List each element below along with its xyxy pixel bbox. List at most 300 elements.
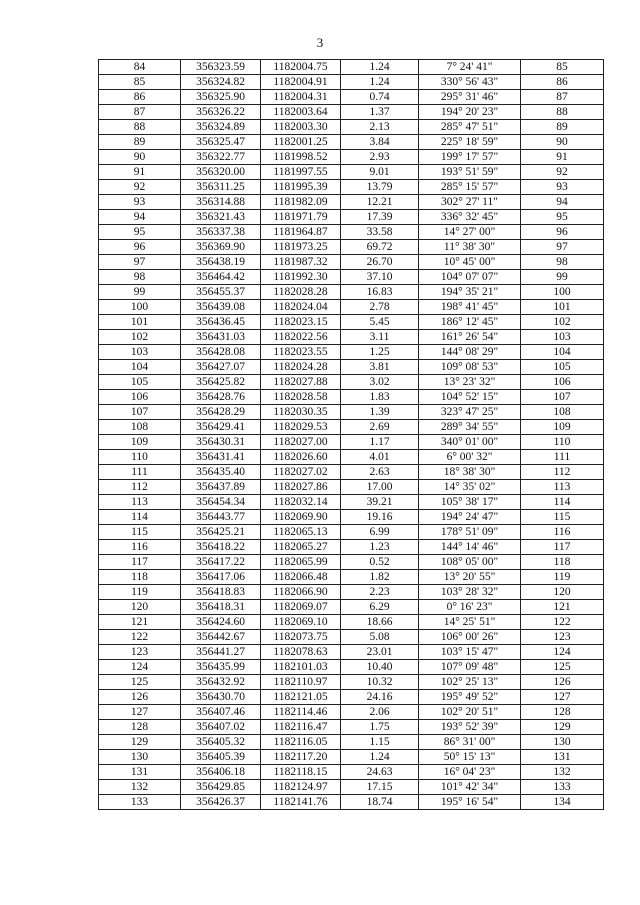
point-number-cell: 105 [99,375,181,390]
distance-cell: 10.40 [341,660,419,675]
bearing-cell: 194° 24' 47" [419,510,521,525]
bearing-cell: 14° 35' 02" [419,480,521,495]
distance-cell: 1.82 [341,570,419,585]
bearing-cell: 186° 12' 45" [419,315,521,330]
page-number: 3 [316,35,324,50]
distance-cell: 1.23 [341,540,419,555]
bearing-cell: 323° 47' 25" [419,405,521,420]
distance-cell: 2.93 [341,150,419,165]
next-point-number-cell: 111 [521,450,604,465]
table-row [99,330,604,345]
distance-cell: 0.74 [341,90,419,105]
next-point-number-cell: 95 [521,210,604,225]
point-number-cell: 97 [99,255,181,270]
bearing-cell: 195° 16' 54" [419,795,521,810]
table-row [99,60,604,75]
x-coordinate-cell: 356454.34 [181,495,261,510]
next-point-number-cell: 91 [521,150,604,165]
point-number-cell: 119 [99,585,181,600]
table-row [99,315,604,330]
distance-cell: 1.17 [341,435,419,450]
point-number-cell: 99 [99,285,181,300]
table-row [99,120,604,135]
y-coordinate-cell: 1182029.53 [261,420,341,435]
point-number-cell: 123 [99,645,181,660]
y-coordinate-cell: 1182118.15 [261,765,341,780]
y-coordinate-cell: 1182116.05 [261,735,341,750]
x-coordinate-cell: 356369.90 [181,240,261,255]
distance-cell: 1.24 [341,75,419,90]
x-coordinate-cell: 356437.89 [181,480,261,495]
y-coordinate-cell: 1182141.76 [261,795,341,810]
x-coordinate-cell: 356431.41 [181,450,261,465]
next-point-number-cell: 120 [521,585,604,600]
distance-cell: 16.83 [341,285,419,300]
table-row [99,285,604,300]
bearing-cell: 105° 38' 17" [419,495,521,510]
bearing-cell: 193° 52' 39" [419,720,521,735]
bearing-cell: 289° 34' 55" [419,420,521,435]
table-row [99,660,604,675]
table-row [99,300,604,315]
next-point-number-cell: 98 [521,255,604,270]
next-point-number-cell: 113 [521,480,604,495]
next-point-number-cell: 118 [521,555,604,570]
next-point-number-cell: 109 [521,420,604,435]
table-row [99,105,604,120]
table-row [99,240,604,255]
bearing-cell: 6° 00' 32" [419,450,521,465]
x-coordinate-cell: 356427.07 [181,360,261,375]
y-coordinate-cell: 1181964.87 [261,225,341,240]
x-coordinate-cell: 356322.77 [181,150,261,165]
y-coordinate-cell: 1182066.90 [261,585,341,600]
y-coordinate-cell: 1182023.55 [261,345,341,360]
y-coordinate-cell: 1182024.28 [261,360,341,375]
distance-cell: 1.37 [341,105,419,120]
distance-cell: 1.75 [341,720,419,735]
distance-cell: 1.25 [341,345,419,360]
bearing-cell: 14° 25' 51" [419,615,521,630]
x-coordinate-cell: 356428.29 [181,405,261,420]
point-number-cell: 128 [99,720,181,735]
point-number-cell: 108 [99,420,181,435]
point-number-cell: 130 [99,750,181,765]
point-number-cell: 103 [99,345,181,360]
table-row [99,675,604,690]
bearing-cell: 144° 14' 46" [419,540,521,555]
point-number-cell: 132 [99,780,181,795]
x-coordinate-cell: 356321.43 [181,210,261,225]
table-row [99,345,604,360]
point-number-cell: 104 [99,360,181,375]
next-point-number-cell: 105 [521,360,604,375]
table-row [99,420,604,435]
x-coordinate-cell: 356436.45 [181,315,261,330]
bearing-cell: 103° 15' 47" [419,645,521,660]
point-number-cell: 95 [99,225,181,240]
bearing-cell: 195° 49' 52" [419,690,521,705]
distance-cell: 17.39 [341,210,419,225]
point-number-cell: 94 [99,210,181,225]
distance-cell: 1.15 [341,735,419,750]
bearing-cell: 50° 15' 13" [419,750,521,765]
bearing-cell: 13° 20' 55" [419,570,521,585]
x-coordinate-cell: 356426.37 [181,795,261,810]
y-coordinate-cell: 1182022.56 [261,330,341,345]
table-row [99,540,604,555]
table-row [99,75,604,90]
next-point-number-cell: 115 [521,510,604,525]
distance-cell: 24.16 [341,690,419,705]
next-point-number-cell: 88 [521,105,604,120]
next-point-number-cell: 119 [521,570,604,585]
table-row [99,750,604,765]
point-number-cell: 91 [99,165,181,180]
y-coordinate-cell: 1182004.31 [261,90,341,105]
table-row [99,180,604,195]
x-coordinate-cell: 356455.37 [181,285,261,300]
distance-cell: 2.23 [341,585,419,600]
bearing-cell: 16° 04' 23" [419,765,521,780]
next-point-number-cell: 122 [521,615,604,630]
next-point-number-cell: 86 [521,75,604,90]
point-number-cell: 110 [99,450,181,465]
y-coordinate-cell: 1182124.97 [261,780,341,795]
bearing-cell: 178° 51' 09" [419,525,521,540]
y-coordinate-cell: 1182101.03 [261,660,341,675]
x-coordinate-cell: 356435.40 [181,465,261,480]
table-row [99,390,604,405]
y-coordinate-cell: 1182003.30 [261,120,341,135]
y-coordinate-cell: 1182024.04 [261,300,341,315]
y-coordinate-cell: 1181997.55 [261,165,341,180]
y-coordinate-cell: 1182110.97 [261,675,341,690]
x-coordinate-cell: 356431.03 [181,330,261,345]
x-coordinate-cell: 356314.88 [181,195,261,210]
distance-cell: 2.63 [341,465,419,480]
table-row [99,705,604,720]
table-row [99,645,604,660]
table-row [99,495,604,510]
bearing-cell: 14° 27' 00" [419,225,521,240]
x-coordinate-cell: 356407.02 [181,720,261,735]
y-coordinate-cell: 1182026.60 [261,450,341,465]
table-row [99,585,604,600]
distance-cell: 18.66 [341,615,419,630]
table-row [99,450,604,465]
next-point-number-cell: 131 [521,750,604,765]
bearing-cell: 18° 38' 30" [419,465,521,480]
x-coordinate-cell: 356337.38 [181,225,261,240]
next-point-number-cell: 123 [521,630,604,645]
distance-cell: 18.74 [341,795,419,810]
distance-cell: 1.24 [341,750,419,765]
x-coordinate-cell: 356443.77 [181,510,261,525]
x-coordinate-cell: 356418.83 [181,585,261,600]
next-point-number-cell: 126 [521,675,604,690]
distance-cell: 13.79 [341,180,419,195]
table-row [99,600,604,615]
distance-cell: 39.21 [341,495,419,510]
next-point-number-cell: 108 [521,405,604,420]
table-row [99,405,604,420]
y-coordinate-cell: 1181987.32 [261,255,341,270]
distance-cell: 33.58 [341,225,419,240]
y-coordinate-cell: 1182069.90 [261,510,341,525]
bearing-cell: 108° 05' 00" [419,555,521,570]
point-number-cell: 116 [99,540,181,555]
distance-cell: 5.45 [341,315,419,330]
y-coordinate-cell: 1182004.91 [261,75,341,90]
next-point-number-cell: 101 [521,300,604,315]
next-point-number-cell: 121 [521,600,604,615]
table-row [99,150,604,165]
distance-cell: 37.10 [341,270,419,285]
x-coordinate-cell: 356417.22 [181,555,261,570]
next-point-number-cell: 125 [521,660,604,675]
table-row [99,195,604,210]
y-coordinate-cell: 1182073.75 [261,630,341,645]
point-number-cell: 96 [99,240,181,255]
bearing-cell: 109° 08' 53" [419,360,521,375]
next-point-number-cell: 132 [521,765,604,780]
point-number-cell: 90 [99,150,181,165]
y-coordinate-cell: 1181998.52 [261,150,341,165]
bearing-cell: 102° 25' 13" [419,675,521,690]
next-point-number-cell: 100 [521,285,604,300]
x-coordinate-cell: 356441.27 [181,645,261,660]
distance-cell: 17.15 [341,780,419,795]
distance-cell: 2.78 [341,300,419,315]
bearing-cell: 285° 15' 57" [419,180,521,195]
distance-cell: 3.11 [341,330,419,345]
bearing-cell: 336° 32' 45" [419,210,521,225]
y-coordinate-cell: 1182028.58 [261,390,341,405]
x-coordinate-cell: 356430.70 [181,690,261,705]
x-coordinate-cell: 356429.41 [181,420,261,435]
y-coordinate-cell: 1182114.46 [261,705,341,720]
table-row [99,690,604,705]
distance-cell: 6.99 [341,525,419,540]
table-row [99,270,604,285]
y-coordinate-cell: 1182027.86 [261,480,341,495]
bearing-cell: 199° 17' 57" [419,150,521,165]
distance-cell: 3.02 [341,375,419,390]
next-point-number-cell: 103 [521,330,604,345]
point-number-cell: 100 [99,300,181,315]
next-point-number-cell: 99 [521,270,604,285]
distance-cell: 17.00 [341,480,419,495]
x-coordinate-cell: 356429.85 [181,780,261,795]
next-point-number-cell: 110 [521,435,604,450]
distance-cell: 1.39 [341,405,419,420]
distance-cell: 6.29 [341,600,419,615]
bearing-cell: 285° 47' 51" [419,120,521,135]
distance-cell: 9.01 [341,165,419,180]
distance-cell: 12.21 [341,195,419,210]
table-row [99,225,604,240]
table-row [99,210,604,225]
bearing-cell: 0° 16' 23" [419,600,521,615]
distance-cell: 2.13 [341,120,419,135]
y-coordinate-cell: 1182065.13 [261,525,341,540]
distance-cell: 69.72 [341,240,419,255]
y-coordinate-cell: 1182003.64 [261,105,341,120]
bearing-cell: 225° 18' 59" [419,135,521,150]
table-row [99,720,604,735]
x-coordinate-cell: 356438.19 [181,255,261,270]
point-number-cell: 122 [99,630,181,645]
bearing-cell: 340° 01' 00" [419,435,521,450]
x-coordinate-cell: 356424.60 [181,615,261,630]
distance-cell: 3.84 [341,135,419,150]
x-coordinate-cell: 356439.08 [181,300,261,315]
bearing-cell: 86° 31' 00" [419,735,521,750]
x-coordinate-cell: 356430.31 [181,435,261,450]
bearing-cell: 330° 56' 43" [419,75,521,90]
distance-cell: 5.08 [341,630,419,645]
y-coordinate-cell: 1182069.07 [261,600,341,615]
x-coordinate-cell: 356418.31 [181,600,261,615]
point-number-cell: 89 [99,135,181,150]
y-coordinate-cell: 1182004.75 [261,60,341,75]
bearing-cell: 13° 23' 32" [419,375,521,390]
distance-cell: 1.24 [341,60,419,75]
table-row [99,780,604,795]
point-number-cell: 126 [99,690,181,705]
x-coordinate-cell: 356405.32 [181,735,261,750]
point-number-cell: 102 [99,330,181,345]
table-row [99,570,604,585]
point-number-cell: 127 [99,705,181,720]
x-coordinate-cell: 356311.25 [181,180,261,195]
bearing-cell: 101° 42' 34" [419,780,521,795]
point-number-cell: 112 [99,480,181,495]
table-row [99,525,604,540]
x-coordinate-cell: 356320.00 [181,165,261,180]
table-row [99,165,604,180]
bearing-cell: 144° 08' 29" [419,345,521,360]
point-number-cell: 114 [99,510,181,525]
bearing-cell: 161° 26' 54" [419,330,521,345]
y-coordinate-cell: 1182121.05 [261,690,341,705]
x-coordinate-cell: 356326.22 [181,105,261,120]
bearing-cell: 103° 28' 32" [419,585,521,600]
x-coordinate-cell: 356428.76 [181,390,261,405]
x-coordinate-cell: 356417.06 [181,570,261,585]
y-coordinate-cell: 1182069.10 [261,615,341,630]
table-row [99,255,604,270]
table-row [99,360,604,375]
next-point-number-cell: 90 [521,135,604,150]
x-coordinate-cell: 356407.46 [181,705,261,720]
x-coordinate-cell: 356406.18 [181,765,261,780]
y-coordinate-cell: 1182027.02 [261,465,341,480]
y-coordinate-cell: 1182065.99 [261,555,341,570]
point-number-cell: 106 [99,390,181,405]
y-coordinate-cell: 1182030.35 [261,405,341,420]
distance-cell: 23.01 [341,645,419,660]
bearing-cell: 102° 20' 51" [419,705,521,720]
point-number-cell: 109 [99,435,181,450]
point-number-cell: 118 [99,570,181,585]
point-number-cell: 113 [99,495,181,510]
point-number-cell: 84 [99,60,181,75]
x-coordinate-cell: 356442.67 [181,630,261,645]
point-number-cell: 107 [99,405,181,420]
y-coordinate-cell: 1182116.47 [261,720,341,735]
y-coordinate-cell: 1181992.30 [261,270,341,285]
y-coordinate-cell: 1182028.28 [261,285,341,300]
distance-cell: 2.69 [341,420,419,435]
table-row [99,435,604,450]
distance-cell: 0.52 [341,555,419,570]
table-row [99,135,604,150]
table-row [99,555,604,570]
table-row [99,465,604,480]
next-point-number-cell: 106 [521,375,604,390]
point-number-cell: 117 [99,555,181,570]
point-number-cell: 85 [99,75,181,90]
point-number-cell: 115 [99,525,181,540]
next-point-number-cell: 97 [521,240,604,255]
bearing-cell: 10° 45' 00" [419,255,521,270]
x-coordinate-cell: 356432.92 [181,675,261,690]
next-point-number-cell: 93 [521,180,604,195]
x-coordinate-cell: 356428.08 [181,345,261,360]
x-coordinate-cell: 356418.22 [181,540,261,555]
distance-cell: 10.32 [341,675,419,690]
point-number-cell: 98 [99,270,181,285]
point-number-cell: 101 [99,315,181,330]
next-point-number-cell: 112 [521,465,604,480]
distance-cell: 4.01 [341,450,419,465]
x-coordinate-cell: 356405.39 [181,750,261,765]
point-number-cell: 86 [99,90,181,105]
point-number-cell: 124 [99,660,181,675]
next-point-number-cell: 116 [521,525,604,540]
next-point-number-cell: 87 [521,90,604,105]
distance-cell: 19.16 [341,510,419,525]
distance-cell: 1.83 [341,390,419,405]
next-point-number-cell: 94 [521,195,604,210]
point-number-cell: 111 [99,465,181,480]
y-coordinate-cell: 1182027.00 [261,435,341,450]
y-coordinate-cell: 1182078.63 [261,645,341,660]
bearing-cell: 7° 24' 41" [419,60,521,75]
bearing-cell: 198° 41' 45" [419,300,521,315]
point-number-cell: 120 [99,600,181,615]
point-number-cell: 129 [99,735,181,750]
point-number-cell: 88 [99,120,181,135]
y-coordinate-cell: 1182065.27 [261,540,341,555]
coordinates-table-body [99,60,604,810]
x-coordinate-cell: 356325.47 [181,135,261,150]
table-row [99,480,604,495]
y-coordinate-cell: 1182023.15 [261,315,341,330]
bearing-cell: 104° 07' 07" [419,270,521,285]
next-point-number-cell: 130 [521,735,604,750]
bearing-cell: 107° 09' 48" [419,660,521,675]
table-row [99,765,604,780]
next-point-number-cell: 127 [521,690,604,705]
table-row [99,735,604,750]
bearing-cell: 11° 38' 30" [419,240,521,255]
next-point-number-cell: 124 [521,645,604,660]
next-point-number-cell: 107 [521,390,604,405]
y-coordinate-cell: 1181971.79 [261,210,341,225]
